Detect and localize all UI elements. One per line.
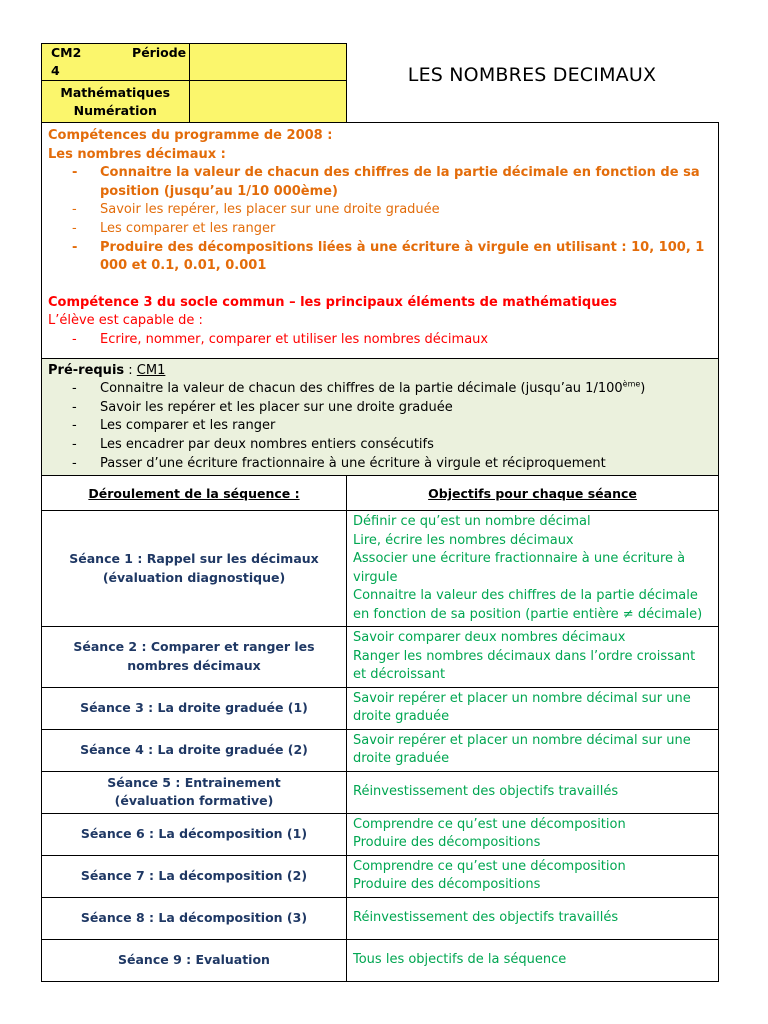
objective-line: droite graduée	[353, 709, 450, 725]
objective-line: Produire des décompositions	[353, 835, 541, 851]
seance-title-line: (évaluation formative)	[114, 793, 274, 809]
prerequis-item	[72, 380, 712, 399]
seance-row	[42, 627, 719, 688]
prerequis-item-sup: ème	[622, 379, 641, 389]
objective-line: Savoir repérer et placer un nombre décimal sur une	[353, 690, 691, 706]
sequence-rows	[42, 511, 719, 982]
seance-objectives	[347, 897, 719, 939]
seance-title	[42, 771, 347, 813]
seance-objectives	[347, 627, 719, 688]
seance-row	[42, 729, 719, 771]
class-label: CM2	[51, 45, 82, 60]
seance-title-line: Séance 1 : Rappel sur les décimaux	[69, 551, 319, 567]
objective-line: Savoir repérer et placer un nombre décimal sur une	[353, 732, 691, 748]
objective-line: Tous les objectifs de la séquence	[353, 951, 567, 967]
competence-item: - Savoir les repérer, les placer sur une droite graduée	[72, 201, 712, 220]
seance-title-line: nombres décimaux	[127, 657, 261, 673]
seance-title	[42, 729, 347, 771]
seance-objectives	[347, 729, 719, 771]
objective-line: Lire, écrire les nombres décimaux	[353, 532, 574, 548]
objective-line: et décroissant	[353, 667, 446, 683]
competences-section	[42, 123, 719, 359]
subject-cell	[42, 81, 189, 123]
prerequis-row	[42, 358, 719, 476]
prerequis-list	[48, 380, 712, 473]
seance-row	[42, 687, 719, 729]
objectives-column-header: Objectifs pour chaque séance	[347, 476, 719, 511]
socle-item: - Ecrire, nommer, comparer et utiliser les nombres décimaux	[72, 331, 712, 350]
objective-line: Savoir comparer deux nombres décimaux	[353, 630, 626, 646]
prerequis-item: - Les comparer et les ranger	[72, 417, 712, 436]
seance-title-line: Séance 4 : La droite graduée (2)	[80, 741, 308, 757]
competences-subheading: Les nombres décimaux :	[48, 146, 226, 162]
page-title: LES NOMBRES DECIMAUX	[407, 64, 657, 86]
seance-title	[42, 511, 347, 627]
objective-line: Comprendre ce qu’est une décomposition	[353, 816, 626, 832]
prerequis-label: Pré-requis	[48, 362, 125, 378]
competences-list	[48, 164, 712, 276]
sequence-column-header: Déroulement de la séquence :	[42, 476, 347, 511]
period-label: Période 4	[51, 45, 187, 78]
lesson-table	[41, 43, 719, 982]
prerequis-heading	[48, 362, 712, 381]
header-blank-cell-2	[189, 81, 347, 123]
seance-title	[42, 855, 347, 897]
seance-objectives	[347, 771, 719, 813]
seance-title	[42, 813, 347, 855]
seance-title-line: Séance 3 : La droite graduée (1)	[80, 699, 308, 715]
competence-item: - Connaitre la valeur de chacun des chiffres de la partie décimale en fonction de sa position (jusqu’au 1/10 000ème)	[72, 164, 712, 201]
prerequis-level: CM1	[136, 362, 166, 378]
seance-row	[42, 855, 719, 897]
seance-row	[42, 939, 719, 981]
seance-objectives	[347, 511, 719, 627]
seance-title-line: Séance 5 : Entrainement	[107, 774, 281, 790]
objective-line: Ranger les nombres décimaux dans l’ordre croissant	[353, 648, 696, 664]
seance-row	[42, 771, 719, 813]
objective-line: Réinvestissement des objectifs travaillés	[353, 909, 619, 925]
header-info-table	[42, 44, 347, 122]
seance-objectives	[347, 939, 719, 981]
objective-line: en fonction de sa position (partie entière ≠ décimale)	[353, 606, 703, 622]
objective-line: Réinvestissement des objectifs travaillés	[353, 783, 619, 799]
header-left	[42, 44, 347, 123]
prerequis-item: - Savoir les repérer et les placer sur une droite graduée	[72, 399, 712, 418]
sequence-header-row	[42, 476, 719, 511]
domain-label: Numération	[73, 102, 157, 118]
prerequis-section	[42, 358, 719, 476]
competence-item: - Produire des décompositions liées à une écriture à virgule en utilisant : 10, 100, 1 000 et 0.1, 0.01, 0.001	[72, 239, 712, 276]
prerequis-item: - Passer d’une écriture fractionnaire à une écriture à virgule et réciproquement	[72, 455, 712, 474]
objective-line: Produire des décompositions	[353, 877, 541, 893]
objective-line: droite graduée	[353, 751, 450, 767]
seance-title-line: Séance 9 : Evaluation	[118, 951, 270, 967]
class-cell	[42, 44, 189, 81]
prerequis-item-end: )	[640, 381, 646, 397]
seance-title-line: (évaluation diagnostique)	[102, 569, 286, 585]
seance-row	[42, 897, 719, 939]
seance-title-line: Séance 2 : Comparer et ranger les	[73, 639, 315, 655]
seance-objectives	[347, 813, 719, 855]
competences-heading: Compétences du programme de 2008 :	[48, 128, 333, 143]
seance-title	[42, 939, 347, 981]
objective-line: virgule	[353, 569, 398, 585]
socle-intro: L’élève est capable de :	[48, 313, 203, 329]
seance-title-line: Séance 6 : La décomposition (1)	[80, 825, 308, 841]
objective-line: Comprendre ce qu’est une décomposition	[353, 858, 626, 874]
seance-title	[42, 627, 347, 688]
subject-label: Mathématiques	[60, 84, 171, 100]
seance-title-line: Séance 8 : La décomposition (3)	[80, 909, 308, 925]
prerequis-item-text: Connaitre la valeur de chacun des chiffres de la partie décimale (jusqu’au 1/100	[100, 381, 623, 397]
prerequis-separator: :	[124, 362, 137, 378]
seance-objectives	[347, 855, 719, 897]
lesson-plan-document	[41, 43, 718, 982]
seance-title	[42, 687, 347, 729]
seance-title	[42, 897, 347, 939]
objective-line: Connaitre la valeur des chiffres de la partie décimale	[353, 588, 698, 604]
socle-heading: Compétence 3 du socle commun – les principaux éléments de mathématiques	[48, 294, 618, 310]
seance-title-line: Séance 7 : La décomposition (2)	[80, 867, 308, 883]
prerequis-item: - Les encadrer par deux nombres entiers consécutifs	[72, 436, 712, 455]
objective-line: Associer une écriture fractionnaire à une écriture à	[353, 551, 686, 567]
header-blank-cell	[189, 44, 347, 81]
competence-item: - Les comparer et les ranger	[72, 220, 712, 239]
seance-objectives	[347, 687, 719, 729]
objective-line: Définir ce qu’est un nombre décimal	[353, 514, 591, 530]
socle-list	[48, 331, 712, 350]
seance-row	[42, 813, 719, 855]
seance-row	[42, 511, 719, 627]
competences-row	[42, 123, 719, 359]
